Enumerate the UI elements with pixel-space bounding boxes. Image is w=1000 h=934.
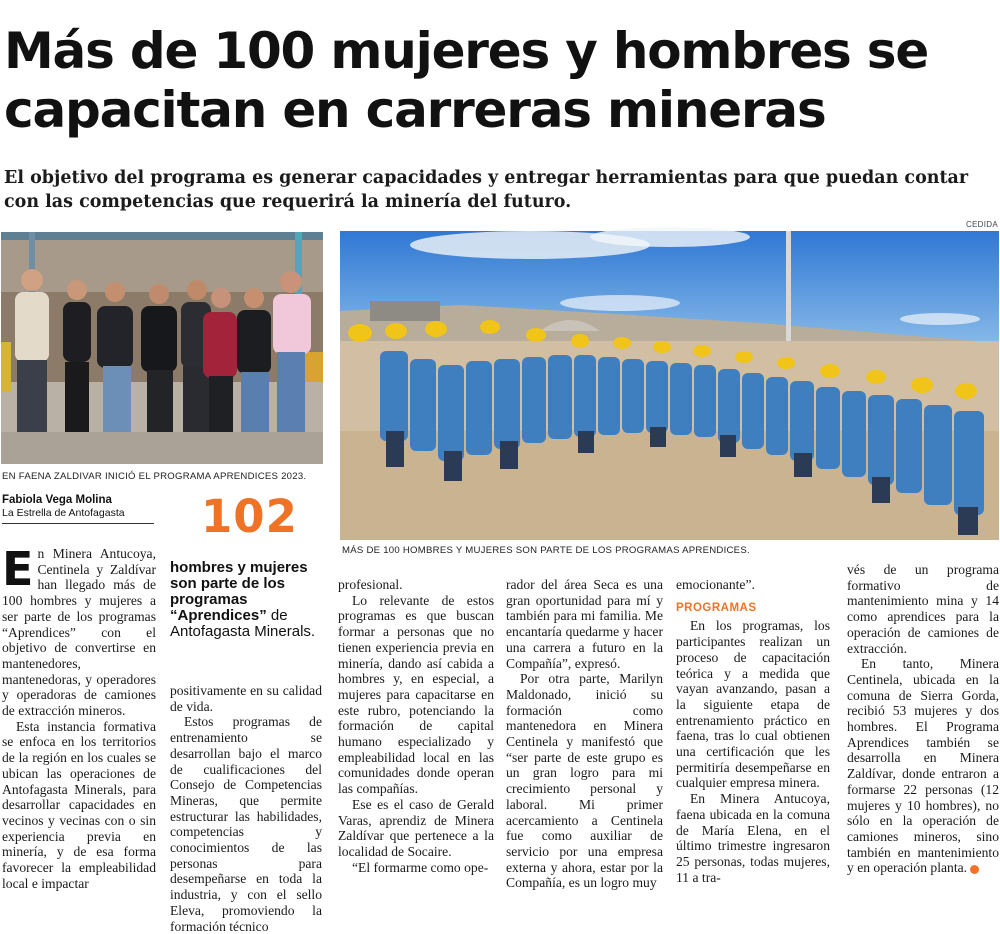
headline: Más de 100 mujeres y hombres se capacitan en carreras mineras	[4, 22, 929, 139]
author-outlet: La Estrella de Antofagasta	[2, 507, 125, 519]
paragraph: “El formarme como ope-	[352, 859, 489, 875]
paragraph	[847, 656, 999, 876]
highlight-text-bold: hombres y mujeres son parte de los programas “Aprendices”	[170, 559, 308, 624]
paragraph: positivamente en su calidad de vida.	[170, 683, 322, 714]
photo-group-illustration	[1, 232, 323, 464]
paragraph: En los programas, los participantes realizan un proceso de capacitación teórica y a medida que vayan avanzando, pasan a la siguiente etapa de entrenamiento práctico en faena, tras lo cual obtienen una certificación que les permitiría desempeñarse en cualquier empresa minera.	[676, 618, 830, 791]
paragraph: Esta instancia formativa se enfoca en los territorios de la región en los cuales se ubican las operaciones de Antofagasta Minerals, para desarrollar capacidades en vecinos y vecinas con o sin experiencia previa en minería, y de esa forma favorecer la empleabilidad local e impactar	[2, 718, 156, 891]
body-column-5	[676, 577, 830, 885]
paragraph: Estos programas de entrenamiento se desarrollan bajo el marco de cualificaciones del Consejo de Competencias Mineras, que permite estructurar las habilidades, competencias y conocimientos de las personas para desempeñarse en toda la industria, y con el sello Eleva, promoviendo la formación técnico	[170, 714, 322, 934]
paragraph: Por otra parte, Marilyn Maldonado, inició su formación como mantenedora en Minera Centinela y manifestó que “ser parte de este grupo es un gran logro para mi crecimiento personal y laboral. Mi primer acercamiento a Centinela fue como auxiliar de servicio por una empresa externa y ahora, estar por la Compañía, es un logro muy	[506, 671, 663, 891]
body-column-2	[170, 683, 322, 934]
paragraph: Ese es el caso de Gerald Varas, aprendiz de Minera Zaldívar que pertenece a la localidad de Socaire.	[338, 796, 494, 859]
paragraph: emocionante”.	[676, 577, 755, 592]
paragraph: rador del área Seca es una gran oportunidad para mí y también para mi familia. Me encantaría quedarme y hacer una carrera a futuro en la Compañía”, expresó.	[506, 577, 663, 671]
caption-left: EN FAENA ZALDIVAR INICIÓ EL PROGRAMA APRENDICES 2023.	[2, 471, 307, 482]
subheadline: El objetivo del programa es generar capacidades y entregar herramientas para que puedan contar con las competencias que requerirá la minería del futuro.	[4, 168, 969, 212]
paragraph: vés de un programa formativo de mantenimiento mina y 14 como aprendices para la operación de camiones de extracción.	[847, 562, 999, 656]
photo-credit: CEDIDA	[965, 220, 998, 229]
highlight-text	[170, 560, 322, 640]
drop-cap: E	[2, 542, 34, 596]
section-heading: PROGRAMAS	[676, 601, 757, 614]
highlight-text-tail: de Antofagasta Minerals.	[170, 607, 316, 640]
end-mark-icon	[970, 865, 979, 874]
paragraph: n Minera Antucoya, Centinela y Zaldívar han llegado más de 100 hombres y mujeres a ser parte de los programas “Aprendices” con el objetivo de convertirse en mantenedores, mantenedoras, y operadores y operadoras de camiones de extracción mineros.	[2, 546, 156, 719]
byline	[2, 494, 154, 524]
highlight-number: 102	[201, 490, 298, 543]
paragraph: profesional.	[338, 577, 403, 592]
caption-right: MÁS DE 100 HOMBRES Y MUJERES SON PARTE DE LOS PROGRAMAS APRENDICES.	[342, 545, 750, 556]
body-column-3	[338, 577, 494, 875]
paragraph: Lo relevante de estos programas es que buscan formar a personas que no tienen experiencia previa en minería, dando así cabida a hombres y, en especial, a mujeres para capacitarse en este rubro, potenciando la formación de capital humano especializado y empleabilidad local en las comunidades donde operan las compañías.	[338, 592, 494, 797]
paragraph: En Minera Antucoya, faena ubicada en la comuna de María Elena, en el último trimestre ingresaron 25 personas, todas mujeres, 11 a tra-	[676, 791, 830, 885]
body-column-4	[506, 577, 663, 891]
paragraph-text: En tanto, Minera Centinela, ubicada en la comuna de Sierra Gorda, recibió 53 mujeres y dos hombres. El Programa Aprendices también se desarrolla en Minera Zaldívar, donde entraron a formarse 22 personas (12 mujeres y 10 hombres), no sólo en la operación de camiones mineros, sino también en mantenimiento y en operación planta.	[847, 656, 999, 876]
photo-desert-illustration	[340, 231, 999, 540]
photo-workers-desert	[340, 231, 999, 540]
author-name: Fabiola Vega Molina	[2, 494, 112, 506]
body-column-1	[2, 542, 156, 891]
photo-group-zaldivar	[1, 232, 323, 464]
body-column-6	[847, 562, 999, 876]
